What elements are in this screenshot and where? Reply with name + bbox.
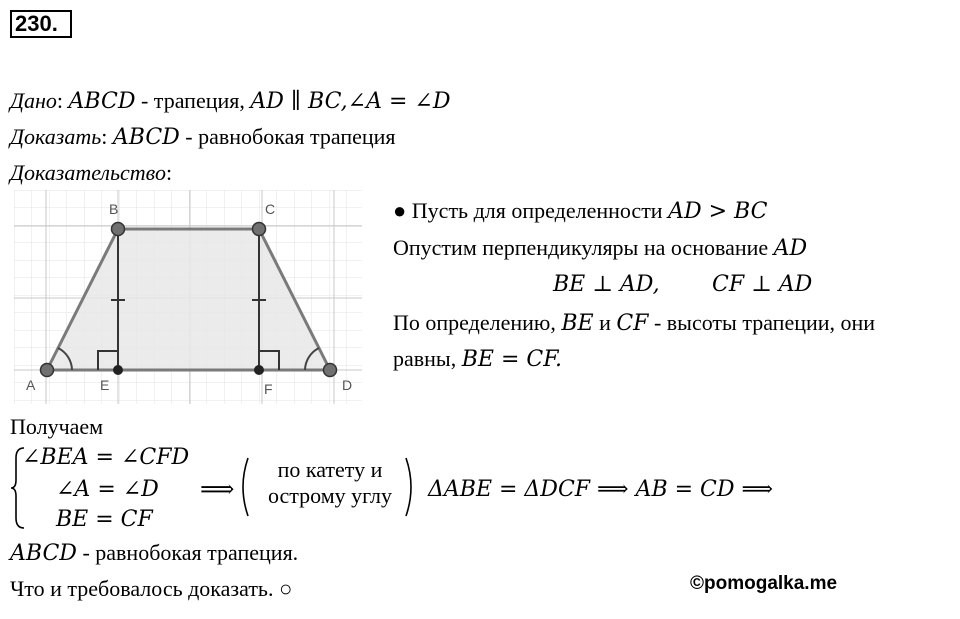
problem-number: 230. [10,10,72,38]
point-f [254,365,264,375]
criterion-line-2: острому углу [267,483,393,508]
copyright: ©pomogalka.me [690,573,838,594]
reasoning-text-4b: и [593,310,617,335]
proof-sep: : [165,160,173,185]
point-d [324,364,337,377]
given-label: Дано [10,88,57,113]
reasoning-math-4b: CF [616,311,649,336]
system-row-1: ∠BEA = ∠CFD [22,445,190,470]
reasoning-line-2 [393,235,807,262]
proof-heading [10,160,172,186]
point-e [113,365,123,375]
reasoning-math-4a: BE [561,311,594,336]
prove-text-1: - равнобокая трапеция [179,124,396,149]
implies-arrow-1: ⟹ [200,477,235,503]
reasoning-text-1: ● Пусть для определенности [393,198,669,223]
reasoning-text-2: Опустим перпендикуляры на основание [393,235,774,260]
perpendicular-cf: CF ⊥ AD [712,272,813,297]
label-f: F [264,381,273,397]
label-a: A [26,377,36,393]
reasoning-text-5: равны, [393,346,462,371]
reasoning-line-4 [393,310,875,337]
reasoning-text-4c: - высоты трапеции, они [648,310,876,335]
label-d: D [342,377,353,393]
conclusion-math: ΔABE = ΔDCF ⟹ AB = CD ⟹ [428,477,774,502]
reasoning-math-5: BE = CF. [461,347,563,372]
point-c [253,223,266,236]
final-line [10,540,298,567]
reasoning-line-5 [393,346,562,373]
reasoning-math-1: AD > BC [668,199,768,224]
prove-math-1: ABCD [112,125,180,150]
trapezoid-figure [14,190,362,404]
point-b [112,223,125,236]
given-math-1: ABCD [68,89,136,114]
get-label: Получаем [10,414,104,439]
criterion-right-paren [404,456,418,518]
given-sep: : [56,88,69,113]
proof-label: Доказательство [10,160,166,185]
prove-label: Доказать [10,124,102,149]
point-a [41,364,54,377]
system-row-3: BE = CF [56,507,153,532]
reasoning-text-4a: По определению, [393,310,562,335]
criterion-line-1: по катету и [277,457,383,482]
label-c: C [265,201,276,217]
system-row-2: ∠A = ∠D [56,477,159,502]
prove-line [10,124,396,151]
given-line [10,88,450,115]
qed-line: Что и требовалось доказать. ○ [10,576,293,601]
perpendicular-be: BE ⊥ AD, [553,272,660,297]
criterion-left-paren [236,456,250,518]
prove-sep: : [101,124,113,149]
final-text: - равнобокая трапеция. [76,540,299,565]
label-b: B [109,201,119,217]
reasoning-line-1 [393,198,767,225]
final-math: ABCD [10,541,77,566]
label-e: E [100,377,110,393]
reasoning-math-2: AD [773,236,808,261]
given-math-2: AD ∥ BC,∠A = ∠D [250,89,451,114]
given-text-1: - трапеция, [135,88,251,113]
criterion-text [250,457,410,509]
